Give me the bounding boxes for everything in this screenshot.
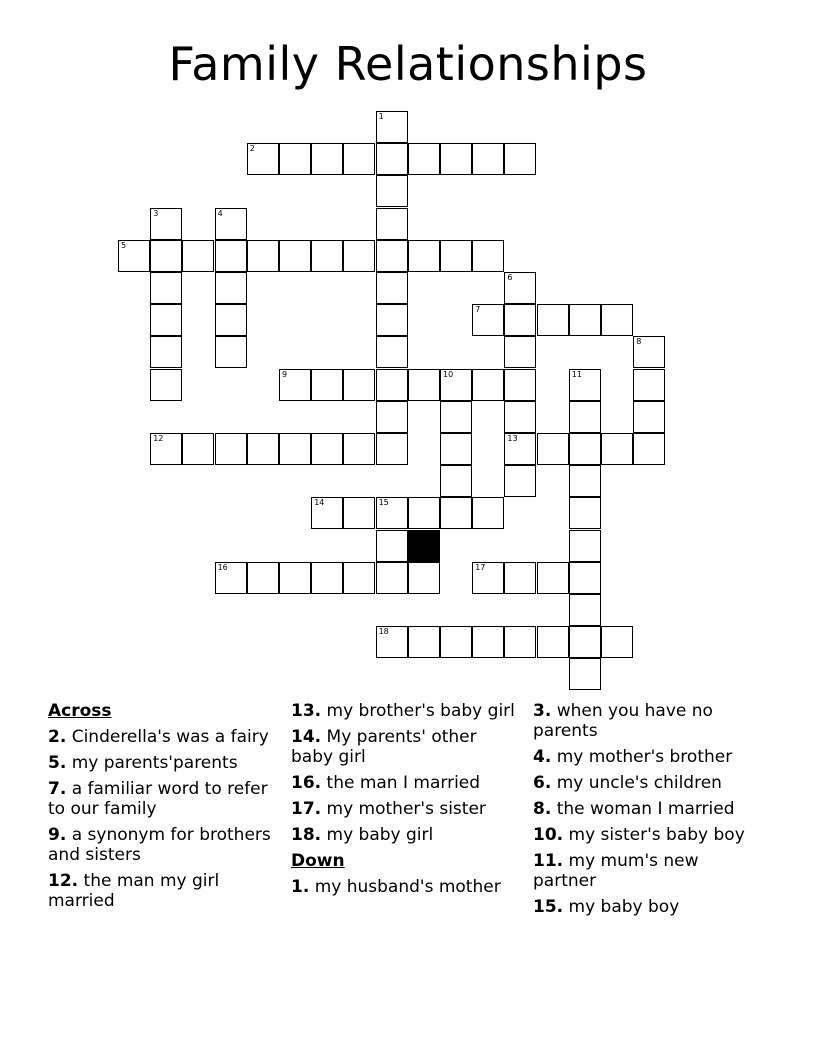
grid-cell[interactable]	[376, 433, 408, 465]
grid-cell[interactable]	[440, 143, 472, 175]
grid-cell[interactable]	[247, 240, 279, 272]
grid-cell[interactable]	[569, 433, 601, 465]
grid-cell[interactable]	[376, 530, 408, 562]
clue-down-3[interactable]	[533, 701, 765, 741]
cell-number: 15	[378, 498, 389, 508]
grid-cell[interactable]	[311, 240, 343, 272]
clues-column-3	[533, 701, 765, 923]
grid-cell[interactable]	[601, 304, 633, 336]
grid-cell[interactable]	[279, 562, 311, 594]
cell-number: 16	[217, 562, 228, 572]
grid-cell-black	[408, 530, 440, 562]
clue-number: 17.	[291, 799, 322, 819]
grid-cell[interactable]	[408, 626, 440, 658]
grid-cell[interactable]	[408, 369, 440, 401]
grid-cell[interactable]	[311, 433, 343, 465]
cell-number: 12	[153, 434, 164, 443]
clue-across-18[interactable]	[291, 825, 523, 845]
grid-cell[interactable]	[182, 240, 214, 272]
grid-cell[interactable]	[633, 336, 665, 368]
clue-number: 5.	[48, 753, 67, 773]
grid-cell[interactable]	[472, 497, 504, 529]
clue-across-17[interactable]	[291, 799, 523, 819]
grid-cell[interactable]	[440, 369, 472, 401]
grid-cell[interactable]	[408, 562, 440, 594]
grid-cell[interactable]	[215, 433, 247, 465]
grid-cell[interactable]	[279, 369, 311, 401]
grid-cell[interactable]	[215, 272, 247, 304]
clue-down-6[interactable]	[533, 773, 765, 793]
clue-number: 6.	[533, 773, 552, 793]
grid-cell[interactable]	[504, 369, 536, 401]
across-heading: Across	[48, 701, 112, 721]
grid-cell[interactable]	[569, 594, 601, 626]
grid-cell[interactable]	[247, 433, 279, 465]
cell-number: 6	[507, 273, 513, 282]
grid-cell[interactable]	[504, 143, 536, 175]
grid-cell[interactable]	[569, 465, 601, 497]
cell-number: 5	[121, 240, 127, 250]
cell-number: 2	[249, 144, 255, 154]
grid-cell[interactable]	[569, 658, 601, 690]
clue-down-8[interactable]	[533, 799, 765, 819]
grid-cell[interactable]	[601, 626, 633, 658]
cell-number: 7	[475, 305, 481, 315]
clue-text: my mother's sister	[326, 799, 486, 819]
clue-down-10[interactable]	[533, 825, 765, 845]
grid-cell[interactable]	[150, 208, 182, 240]
clue-text: the man my girl married	[48, 871, 220, 911]
clue-down-4[interactable]	[533, 747, 765, 767]
grid-cell[interactable]	[408, 240, 440, 272]
grid-cell[interactable]	[182, 433, 214, 465]
clue-number: 1.	[291, 877, 310, 897]
grid-cell[interactable]	[601, 433, 633, 465]
grid-cell[interactable]	[215, 336, 247, 368]
grid-cell[interactable]	[633, 433, 665, 465]
clue-across-7[interactable]	[48, 779, 280, 819]
clue-down-11[interactable]	[533, 851, 765, 891]
grid-cell[interactable]	[472, 562, 504, 594]
clue-across-14[interactable]	[291, 727, 523, 767]
clues-column-2	[291, 701, 523, 903]
clue-number: 15.	[533, 897, 564, 917]
grid-cell[interactable]	[311, 143, 343, 175]
grid-cell[interactable]	[633, 369, 665, 401]
clue-text: my mum's new partner	[533, 851, 699, 891]
clue-text: the man I married	[326, 773, 481, 793]
grid-cell[interactable]	[408, 143, 440, 175]
clue-text: my husband's mother	[314, 877, 501, 897]
grid-cell[interactable]	[376, 111, 408, 143]
clue-across-16[interactable]	[291, 773, 523, 793]
grid-cell[interactable]	[311, 497, 343, 529]
grid-cell[interactable]	[215, 208, 247, 240]
grid-cell[interactable]	[376, 401, 408, 433]
grid-cell[interactable]	[376, 175, 408, 207]
grid-cell[interactable]	[343, 562, 375, 594]
grid-cell[interactable]	[279, 143, 311, 175]
grid-cell[interactable]	[376, 369, 408, 401]
grid-cell[interactable]	[247, 143, 279, 175]
grid-cell[interactable]	[376, 208, 408, 240]
clue-text: my baby boy	[568, 897, 680, 917]
cell-number: 18	[378, 627, 389, 637]
clue-text: Cinderella's was a fairy	[71, 727, 269, 747]
grid-cell[interactable]	[504, 304, 536, 336]
grid-cell[interactable]	[472, 143, 504, 175]
grid-cell[interactable]	[440, 401, 472, 433]
grid-cell[interactable]	[569, 562, 601, 594]
grid-cell[interactable]	[504, 272, 536, 304]
grid-cell[interactable]	[118, 240, 150, 272]
clue-across-2[interactable]	[48, 727, 280, 747]
grid-cell[interactable]	[376, 240, 408, 272]
clue-text: a synonym for brothers and sisters	[48, 825, 271, 865]
grid-cell[interactable]	[343, 497, 375, 529]
cell-number: 13	[507, 434, 518, 443]
grid-cell[interactable]	[343, 143, 375, 175]
clue-number: 18.	[291, 825, 322, 845]
clue-number: 10.	[533, 825, 564, 845]
grid-cell[interactable]	[279, 240, 311, 272]
cell-number: 17	[475, 562, 486, 572]
cell-number: 14	[314, 498, 325, 508]
grid-cell[interactable]	[408, 497, 440, 529]
cell-number: 8	[636, 337, 642, 347]
grid-cell[interactable]	[440, 433, 472, 465]
clue-text: the woman I married	[556, 799, 735, 819]
grid-cell[interactable]	[150, 369, 182, 401]
grid-cell[interactable]	[311, 369, 343, 401]
grid-cell[interactable]	[440, 465, 472, 497]
grid-cell[interactable]	[150, 272, 182, 304]
grid-cell[interactable]	[504, 562, 536, 594]
grid-cell[interactable]	[440, 240, 472, 272]
clue-across-12[interactable]	[48, 871, 280, 911]
clues-column-1	[48, 701, 280, 917]
clue-across-5[interactable]	[48, 753, 280, 773]
grid-cell[interactable]	[311, 562, 343, 594]
clue-number: 8.	[533, 799, 552, 819]
grid-cell[interactable]	[279, 433, 311, 465]
grid-cell[interactable]	[247, 562, 279, 594]
clue-number: 3.	[533, 701, 552, 721]
grid-cell[interactable]	[504, 336, 536, 368]
grid-cell[interactable]	[215, 304, 247, 336]
grid-cell[interactable]	[376, 336, 408, 368]
grid-cell[interactable]	[569, 626, 601, 658]
grid-cell[interactable]	[150, 240, 182, 272]
grid-cell[interactable]	[472, 240, 504, 272]
grid-cell[interactable]	[376, 143, 408, 175]
clue-text: my parents'parents	[71, 753, 238, 773]
grid-cell[interactable]	[537, 626, 569, 658]
grid-cell[interactable]	[150, 336, 182, 368]
cell-number: 11	[571, 369, 582, 379]
cell-number: 1	[378, 112, 384, 121]
grid-cell[interactable]	[569, 497, 601, 529]
grid-cell[interactable]	[440, 497, 472, 529]
grid-cell[interactable]	[504, 401, 536, 433]
grid-cell[interactable]	[569, 369, 601, 401]
grid-cell[interactable]	[472, 626, 504, 658]
clue-down-15[interactable]	[533, 897, 765, 917]
grid-cell[interactable]	[537, 562, 569, 594]
clue-across-9[interactable]	[48, 825, 280, 865]
clue-number: 2.	[48, 727, 67, 747]
grid-cell[interactable]	[569, 401, 601, 433]
clue-number: 9.	[48, 825, 67, 845]
cell-number: 4	[217, 208, 223, 218]
cell-number: 10	[443, 369, 454, 379]
grid-cell[interactable]	[537, 433, 569, 465]
clue-across-13[interactable]	[291, 701, 523, 721]
clue-text: my baby girl	[326, 825, 434, 845]
clue-text: when you have no parents	[533, 701, 713, 741]
grid-cell[interactable]	[633, 401, 665, 433]
grid-cell[interactable]	[343, 433, 375, 465]
cell-number: 3	[153, 208, 159, 218]
grid-cell[interactable]	[215, 562, 247, 594]
grid-cell[interactable]	[376, 562, 408, 594]
grid-cell[interactable]	[440, 626, 472, 658]
clue-text: my brother's baby girl	[326, 701, 515, 721]
clue-down-1[interactable]	[291, 877, 523, 897]
grid-cell[interactable]	[537, 304, 569, 336]
grid-cell[interactable]	[504, 626, 536, 658]
clue-text: my uncle's children	[556, 773, 722, 793]
clue-number: 7.	[48, 779, 67, 799]
grid-cell[interactable]	[376, 497, 408, 529]
grid-cell[interactable]	[343, 369, 375, 401]
clue-number: 16.	[291, 773, 322, 793]
grid-cell[interactable]	[472, 369, 504, 401]
clue-text: my sister's baby boy	[568, 825, 745, 845]
grid-cell[interactable]	[215, 240, 247, 272]
grid-cell[interactable]	[569, 304, 601, 336]
clue-number: 13.	[291, 701, 322, 721]
grid-cell[interactable]	[569, 530, 601, 562]
clue-number: 4.	[533, 747, 552, 767]
clue-text: a familiar word to refer to our family	[48, 779, 268, 819]
grid-cell[interactable]	[472, 304, 504, 336]
grid-cell[interactable]	[343, 240, 375, 272]
grid-cell[interactable]	[376, 304, 408, 336]
grid-cell[interactable]	[504, 465, 536, 497]
grid-cell[interactable]	[376, 272, 408, 304]
clue-number: 11.	[533, 851, 564, 871]
clue-number: 14.	[291, 727, 322, 747]
down-heading: Down	[291, 851, 345, 871]
clue-text: My parents' other baby girl	[291, 727, 477, 767]
clue-number: 12.	[48, 871, 79, 891]
clue-text: my mother's brother	[556, 747, 733, 767]
grid-cell[interactable]	[504, 433, 536, 465]
grid-cell[interactable]	[150, 304, 182, 336]
puzzle-title: Family Relationships	[168, 37, 648, 91]
grid-cell[interactable]	[376, 626, 408, 658]
grid-cell[interactable]	[150, 433, 182, 465]
cell-number: 9	[282, 369, 288, 379]
